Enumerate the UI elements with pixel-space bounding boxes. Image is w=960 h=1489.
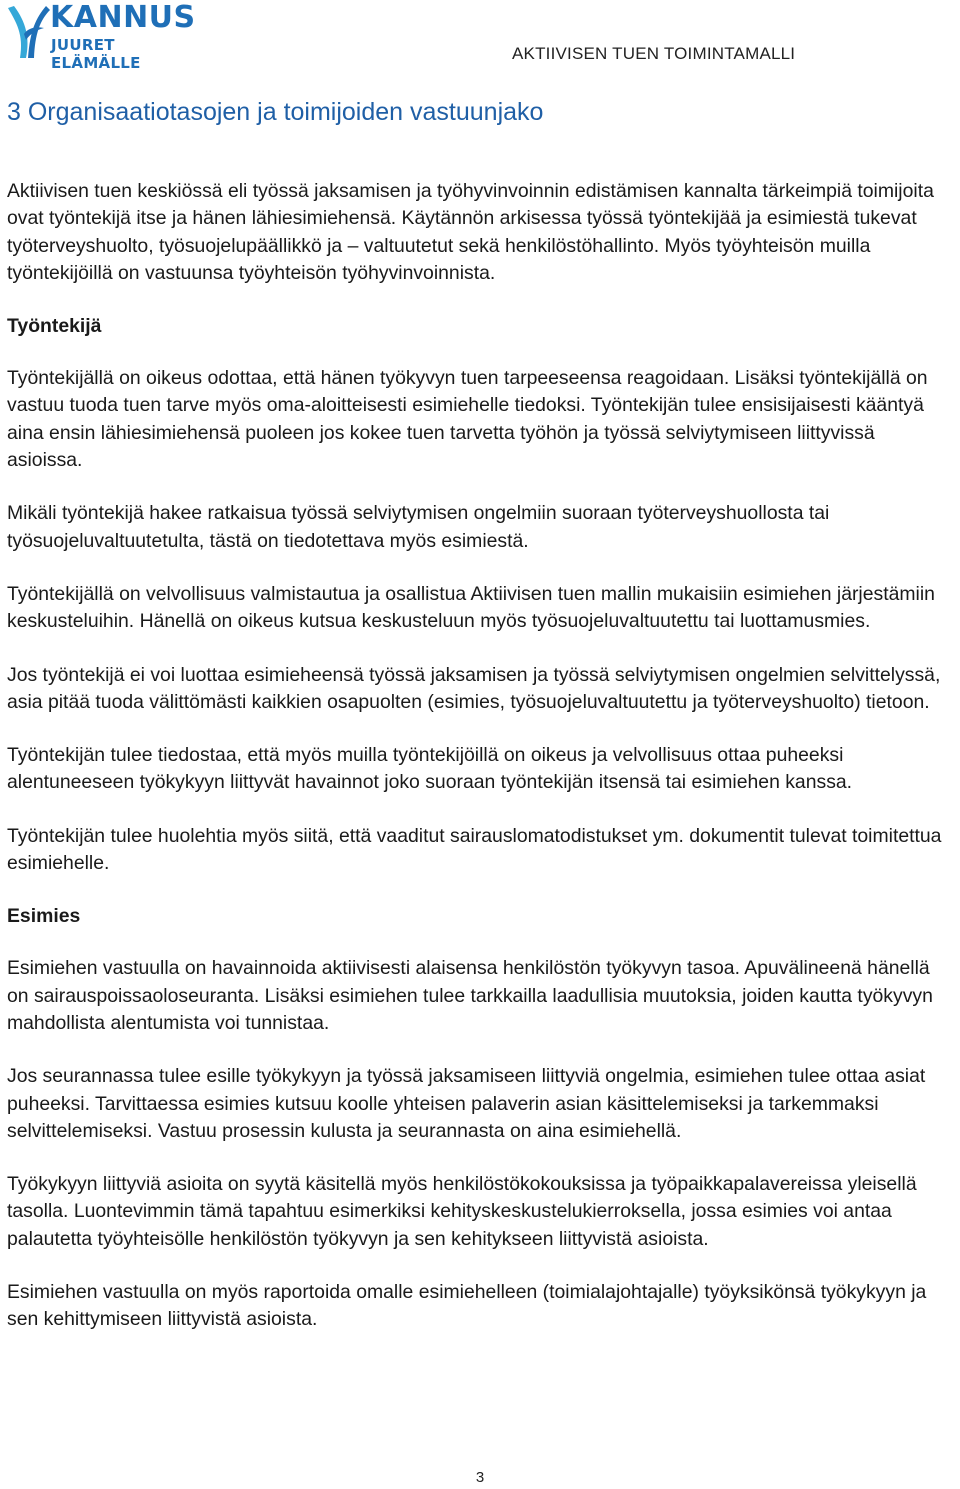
supervisor-heading: Esimies xyxy=(7,905,81,928)
page-number: 3 xyxy=(475,1469,485,1486)
employee-paragraph: Työntekijän tulee tiedostaa, että myös muilla työntekijöillä on oikeus ja velvollisuus ottaa puheeksi alentuneeseen työkykyyn liittyvät havainnot joko suoraan työntekijän itsensä tai esimiehen kanssa. xyxy=(7,744,853,794)
employee-paragraph: Työntekijän tulee huolehtia myös siitä, että vaaditut sairauslomatodistukset ym. dokumentit tulevat toimitettua esimiehelle. xyxy=(7,824,942,875)
employee-paragraph: Työntekijällä on velvollisuus valmistautua ja osallistua Aktiivisen tuen mallin mukaisiin esimiehen järjestämiin keskusteluihin. Hänellä on oikeus kutsua keskusteluun myös työsuojeluvaltuutettu tai luottamusmies. xyxy=(7,582,935,633)
kannus-logo-mark xyxy=(6,4,52,60)
logo-tagline: JUURET ELÄMÄLLE xyxy=(51,36,141,72)
section-title: 3 Organisaatiotasojen ja toimijoiden vastuunjako xyxy=(7,98,544,126)
employee-paragraph: Työntekijällä on oikeus odottaa, että hänen työkyvyn tuen tarpeeseensa reagoidaan. Lisäksi työntekijällä on vastuu tuoda tuen tarve myös oma-aloitteisesti esimiehelle tiedoksi. Työntekijän tulee ensisijaisesti kääntyä aina ensin lähiesimiehensä puoleen jos kokee tuen tarvetta työhön ja työssä selviytymiseen liittyvissä asioissa. xyxy=(7,367,928,472)
supervisor-paragraph: Esimiehen vastuulla on myös raportoida omalle esimiehelleen (toimialajohtajalle) työyksikönsä työkykyyn ja sen kehittymiseen liittyvistä asioista. xyxy=(7,1281,927,1331)
supervisor-paragraph: Työkykyyn liittyviä asioita on syytä käsitellä myös henkilöstökokouksissa ja työpaikkapalavereissa yleisellä tasolla. Luontevimmin tämä tapahtuu esimerkiksi kehityskeskustelukierroksella, jossa esimies voi antaa palautetta työyhteisölle henkilöstön työkyvyn ja sen kehitykseen liittyvistä asioista. xyxy=(7,1173,917,1250)
kannus-logo xyxy=(6,0,206,72)
intro-paragraph: Aktiivisen tuen keskiössä eli työssä jaksamisen ja työhyvinvoinnin edistämisen kannalta tärkeimpiä toimijoita ovat työntekijä itse ja hänen lähiesimiehensä. Käytännön arkisessa työssä työntekijää ja esimiestä tukevat työterveyshuolto, työsuojelupäällikkö ja – valtuutetut sekä henkilöstöhallinto. Myös työyhteisön muilla työntekijöillä on vastuunsa työyhteisön työhyvinvoinnista. xyxy=(7,180,934,284)
employee-paragraph: Jos työntekijä ei voi luottaa esimieheensä työssä jaksamisen ja työssä selviytymisen ongelmien selvittelyssä, asia pitää tuoda välittömästi kaikkien osapuolten (esimies, työsuojeluvaltuutettu ja työterveyshuolto) tietoon. xyxy=(7,663,941,713)
document-header-title: AKTIIVISEN TUEN TOIMINTAMALLI xyxy=(512,44,796,63)
document-body xyxy=(7,178,955,1360)
supervisor-paragraph: Esimiehen vastuulla on havainnoida aktiivisesti alaisensa henkilöstön työkyvyn tasoa. Apuvälineenä hänellä on sairauspoissaoloseuranta. Lisäksi esimiehen tulee tarkkailla laadullisia muutoksia, joiden kautta työkyvyn mahdollista alentumista voi tunnistaa. xyxy=(7,957,933,1034)
logo-wordmark: KANNUS xyxy=(50,0,196,35)
employee-heading: Työntekijä xyxy=(7,315,102,338)
employee-paragraph: Mikäli työntekijä hakee ratkaisua työssä selviytymisen ongelmiin suoraan työterveyshuollosta tai työsuojeluvaltuutetulta, tästä on tiedotettava myös esimiestä. xyxy=(7,502,830,552)
supervisor-paragraph: Jos seurannassa tulee esille työkykyyn ja työssä jaksamiseen liittyviä ongelmia, esimiehen tulee ottaa asiat puheeksi. Tarvittaessa esimies kutsuu koolle yhteisen palaverin asian käsittelemiseksi ja tarkemmaksi selvittelemiseksi. Vastuu prosessin kulusta ja seurannasta on aina esimiehellä. xyxy=(7,1065,926,1142)
